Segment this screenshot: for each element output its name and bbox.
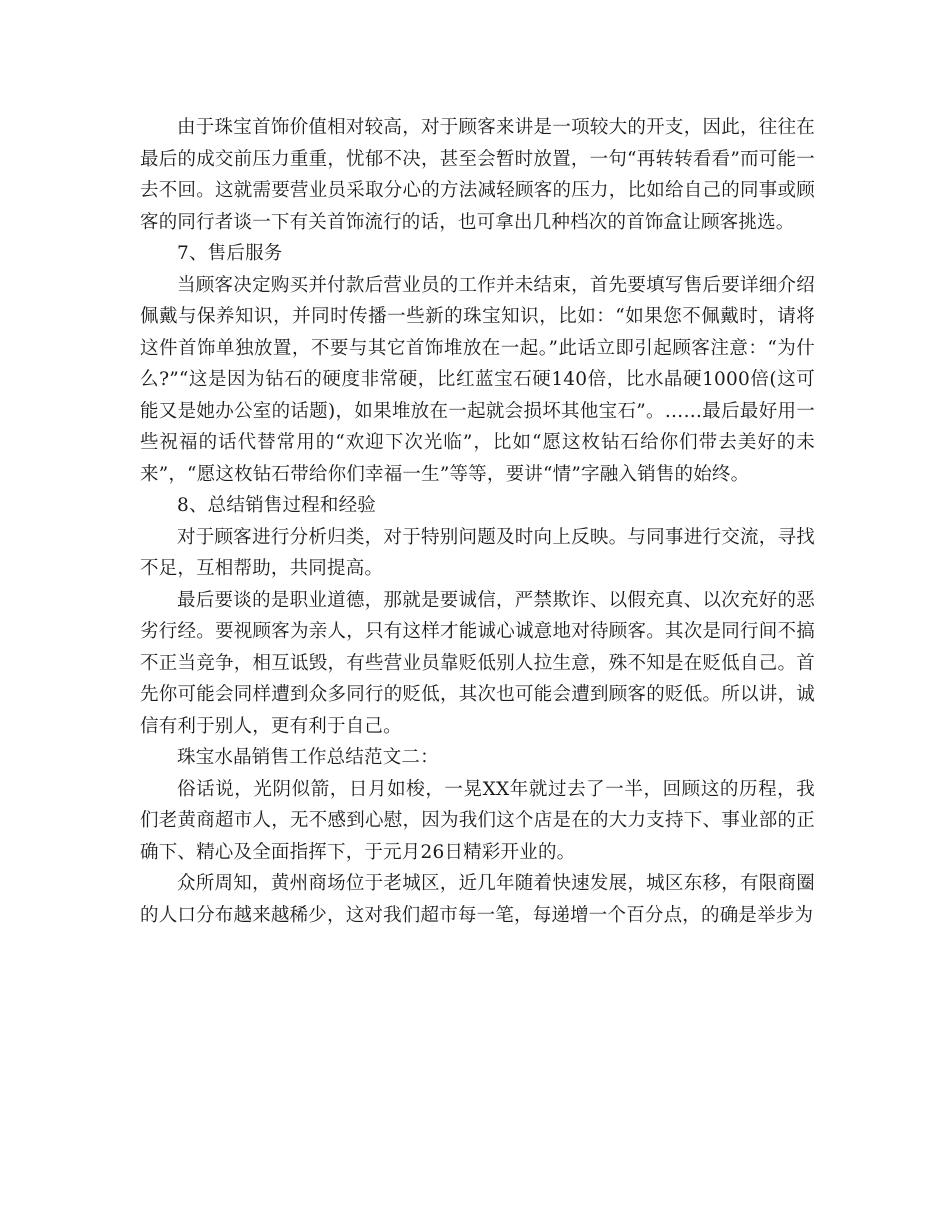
paragraph-professional-ethics: 最后要谈的是职业道德，那就是要诚信，严禁欺诈、以假充真、以次充好的恶劣行经。要视顾客为亲人，只有这样才能诚心诚意地对待顾客。其次是同行间不搞不正当竞争，相互诋毁，有些营业员靠贬低别人拉生意，殊不知是在贬低自己。首先你可能会同样遭到众多同行的贬低，其次也可能会遭到顾客的贬低。所以讲，诚信有利于别人，更有利于自己。: [140, 589, 815, 737]
paragraph-after-sales: 当顾客决定购买并付款后营业员的工作并未结束，首先要填写售后要详细介绍佩戴与保养知识，并同时传播一些新的珠宝知识，比如：“如果您不佩戴时，请将这件首饰单独放置，不要与其它首饰堆放在一起。”此话立即引起顾客注意：“为什么?”“这是因为钻石的硬度非常硬，比红蓝宝石硬140倍，比水晶硬1000倍(这可能又是她办公室的话题)，如果堆放在一起就会损坏其他宝石”。……最后最好用一些祝福的话代替常用的“欢迎下次光临”，比如“愿这枚钻石给你们带去美好的未来”，“愿这枚钻石带给你们幸福一生”等等，要讲“情”字融入销售的始终。: [140, 274, 815, 485]
paragraph-review-opening: 俗话说，光阴似箭，日月如梭，一晃XX年就过去了一半，回顾这的历程，我们老黄商超市人，无不感到心慰，因为我们这个店是在的大力支持下、事业部的正确下、精心及全面指挥下，于元月26日精彩开业的。: [140, 778, 815, 863]
paragraph-customer-analysis: 对于顾客进行分析归类，对于特别问题及时向上反映。与同事进行交流，寻找不足，互相帮助，共同提高。: [140, 526, 815, 579]
document-body: [140, 112, 815, 931]
paragraph-market-situation: 众所周知，黄州商场位于老城区，近几年随着快速发展，城区东移，有限商圈的人口分布越来越稀少，这对我们超市每一笔，每递增一个百分点，的确是举步为: [140, 873, 815, 926]
heading-sample-two: 珠宝水晶销售工作总结范文二：: [177, 747, 439, 768]
heading-after-sales-service: 7、售后服务: [177, 243, 283, 264]
paragraph-pressure-relief: 由于珠宝首饰价值相对较高，对于顾客来讲是一项较大的开支，因此，往往在最后的成交前压力重重，忧郁不决，甚至会暂时放置，一句“再转转看看”而可能一去不回。这就需要营业员采取分心的方法减轻顾客的压力，比如给自己的同事或顾客的同行者谈一下有关首饰流行的话，也可拿出几种档次的首饰盒让顾客挑选。: [140, 117, 815, 233]
heading-sales-summary: 8、总结销售过程和经验: [177, 495, 376, 516]
